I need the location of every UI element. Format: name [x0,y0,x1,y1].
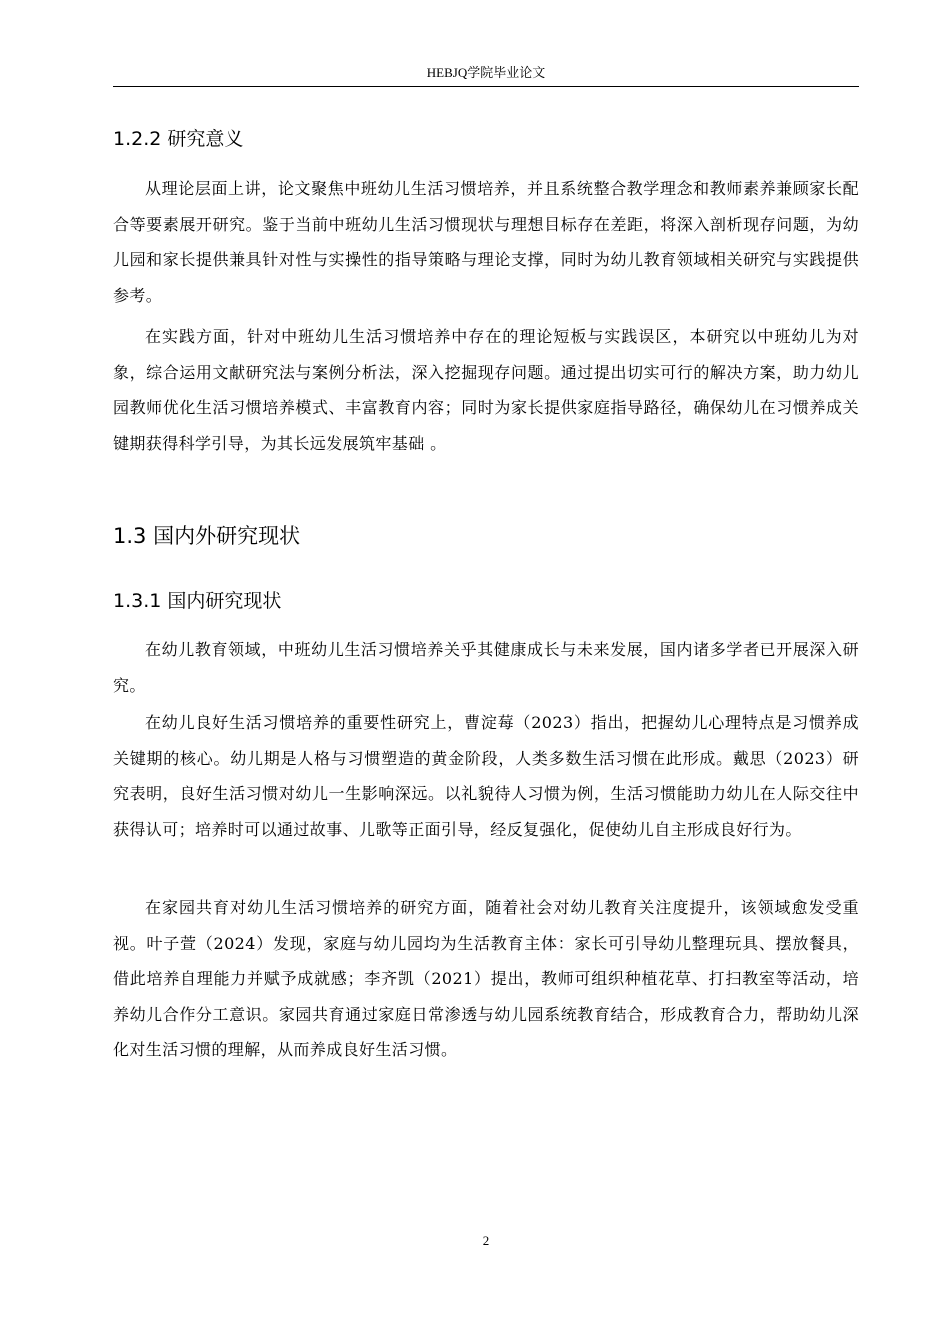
paragraph-home-school: 在家园共育对幼儿生活习惯培养的研究方面，随着社会对幼儿教育关注度提升，该领域愈发受重视。叶子萱（2024）发现，家庭与幼儿园均为生活教育主体：家长可引导幼儿整理玩具、摆放餐具，借此培养自理能力并赋予成就感；李齐凯（2021）提出，教师可组织种植花草、打扫教室等活动，培养幼儿合作分工意识。家园共育通过家庭日常渗透与幼儿园系统教育结合，形成教育合力，帮助幼儿深化对生活习惯的理解，从而养成良好生活习惯。 [113,898,859,1059]
section-heading-1-2-2: 1.2.2 研究意义 [113,128,244,150]
section-heading-1-3-1: 1.3.1 国内研究现状 [113,590,282,612]
paragraph-domestic-intro: 在幼儿教育领域，中班幼儿生活习惯培养关乎其健康成长与未来发展，国内诸多学者已开展深入研究。 [113,640,859,695]
paragraph-importance: 在幼儿良好生活习惯培养的重要性研究上，曹淀莓（2023）指出，把握幼儿心理特点是习惯养成关键期的核心。幼儿期是人格与习惯塑造的黄金阶段，人类多数生活习惯在此形成。戴思（2023）研究表明，良好生活习惯对幼儿一生影响深远。以礼貌待人习惯为例，生活习惯能助力幼儿在人际交往中获得认可；培养时可以通过故事、儿歌等正面引导，经反复强化，促使幼儿自主形成良好行为。 [113,713,859,839]
paragraph-theory: 从理论层面上讲，论文聚焦中班幼儿生活习惯培养，并且系统整合教学理念和教师素养兼顾家长配合等要素展开研究。鉴于当前中班幼儿生活习惯现状与理想目标存在差距，将深入剖析现存问题，为幼儿园和家长提供兼具针对性与实操性的指导策略与理论支撑，同时为幼儿教育领域相关研究与实践提供参考。 [113,179,859,305]
page-number: 2 [482,1233,490,1248]
running-header: HEBJQ学院毕业论文 [426,65,546,80]
section-heading-1-3: 1.3 国内外研究现状 [113,524,301,548]
paragraph-practice: 在实践方面，针对中班幼儿生活习惯培养中存在的理论短板与实践误区，本研究以中班幼儿为对象，综合运用文献研究法与案例分析法，深入挖掘现存问题。通过提出切实可行的解决方案，助力幼儿园教师优化生活习惯培养模式、丰富教育内容；同时为家长提供家庭指导路径，确保幼儿在习惯养成关键期获得科学引导，为其长远发展筑牢基础 。 [113,327,859,453]
header-rule [113,86,859,87]
